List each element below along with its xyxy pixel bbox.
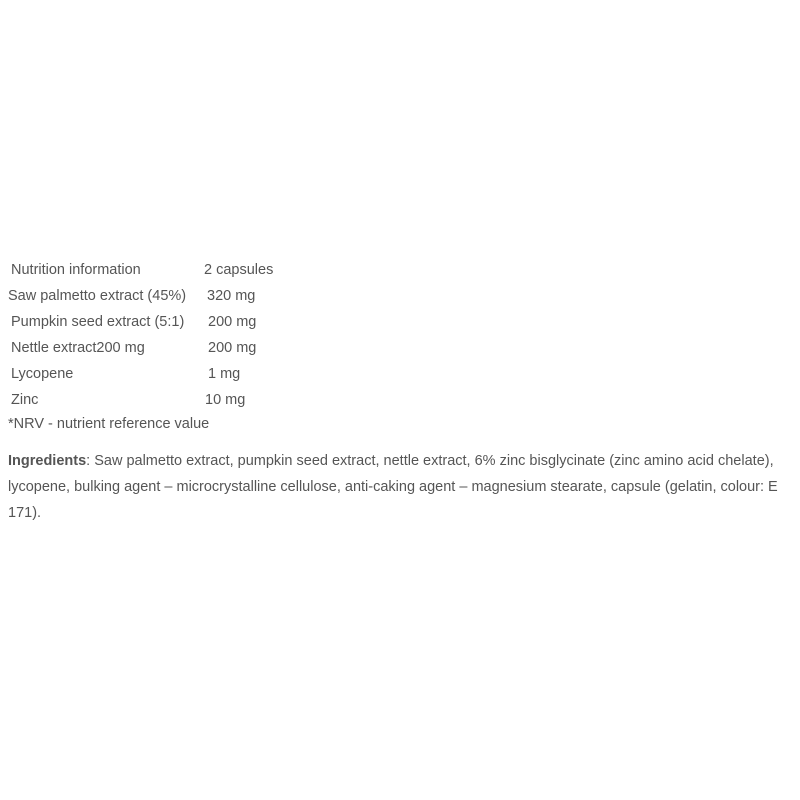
nutrient-amount: 1 mg: [208, 366, 241, 382]
nutrient-name: Saw palmetto extract (45%): [8, 288, 187, 304]
nutrient-name: Zinc: [11, 392, 39, 408]
nutrient-amount: 200 mg: [208, 340, 257, 356]
nutrient-amount: 10 mg: [205, 392, 246, 408]
nutrient-amount: 320 mg: [207, 288, 256, 304]
nutrition-row: [0, 361, 800, 387]
nutrient-name: Nettle extract200 mg: [11, 340, 145, 356]
nutrition-header-row: [0, 257, 800, 283]
nutrition-row: [0, 283, 800, 309]
nutrient-amount: 200 mg: [208, 314, 257, 330]
nutrient-name: Pumpkin seed extract (5:1): [11, 314, 185, 330]
nrv-footnote: *NRV - nutrient reference value: [8, 416, 210, 432]
nutrition-header-serving: 2 capsules: [204, 262, 274, 278]
nutrition-row: [0, 335, 800, 361]
nutrition-row: [0, 387, 800, 413]
nutrition-table: [0, 257, 800, 413]
nutrition-header-label: Nutrition information: [11, 262, 141, 278]
nutrient-name: Lycopene: [11, 366, 74, 382]
ingredients-paragraph: [8, 448, 798, 526]
ingredients-label: Ingredients: [8, 453, 87, 469]
ingredients-text: : Saw palmetto extract, pumpkin seed extract, nettle extract, 6% zinc bisglycinate (zinc amino acid chelate), lycopene, bulking agent – microcrystalline cellulose, anti-caking agent – magnesium stearate, capsule (gelatin, colour: E 171).: [8, 453, 778, 521]
nutrition-row: [0, 309, 800, 335]
